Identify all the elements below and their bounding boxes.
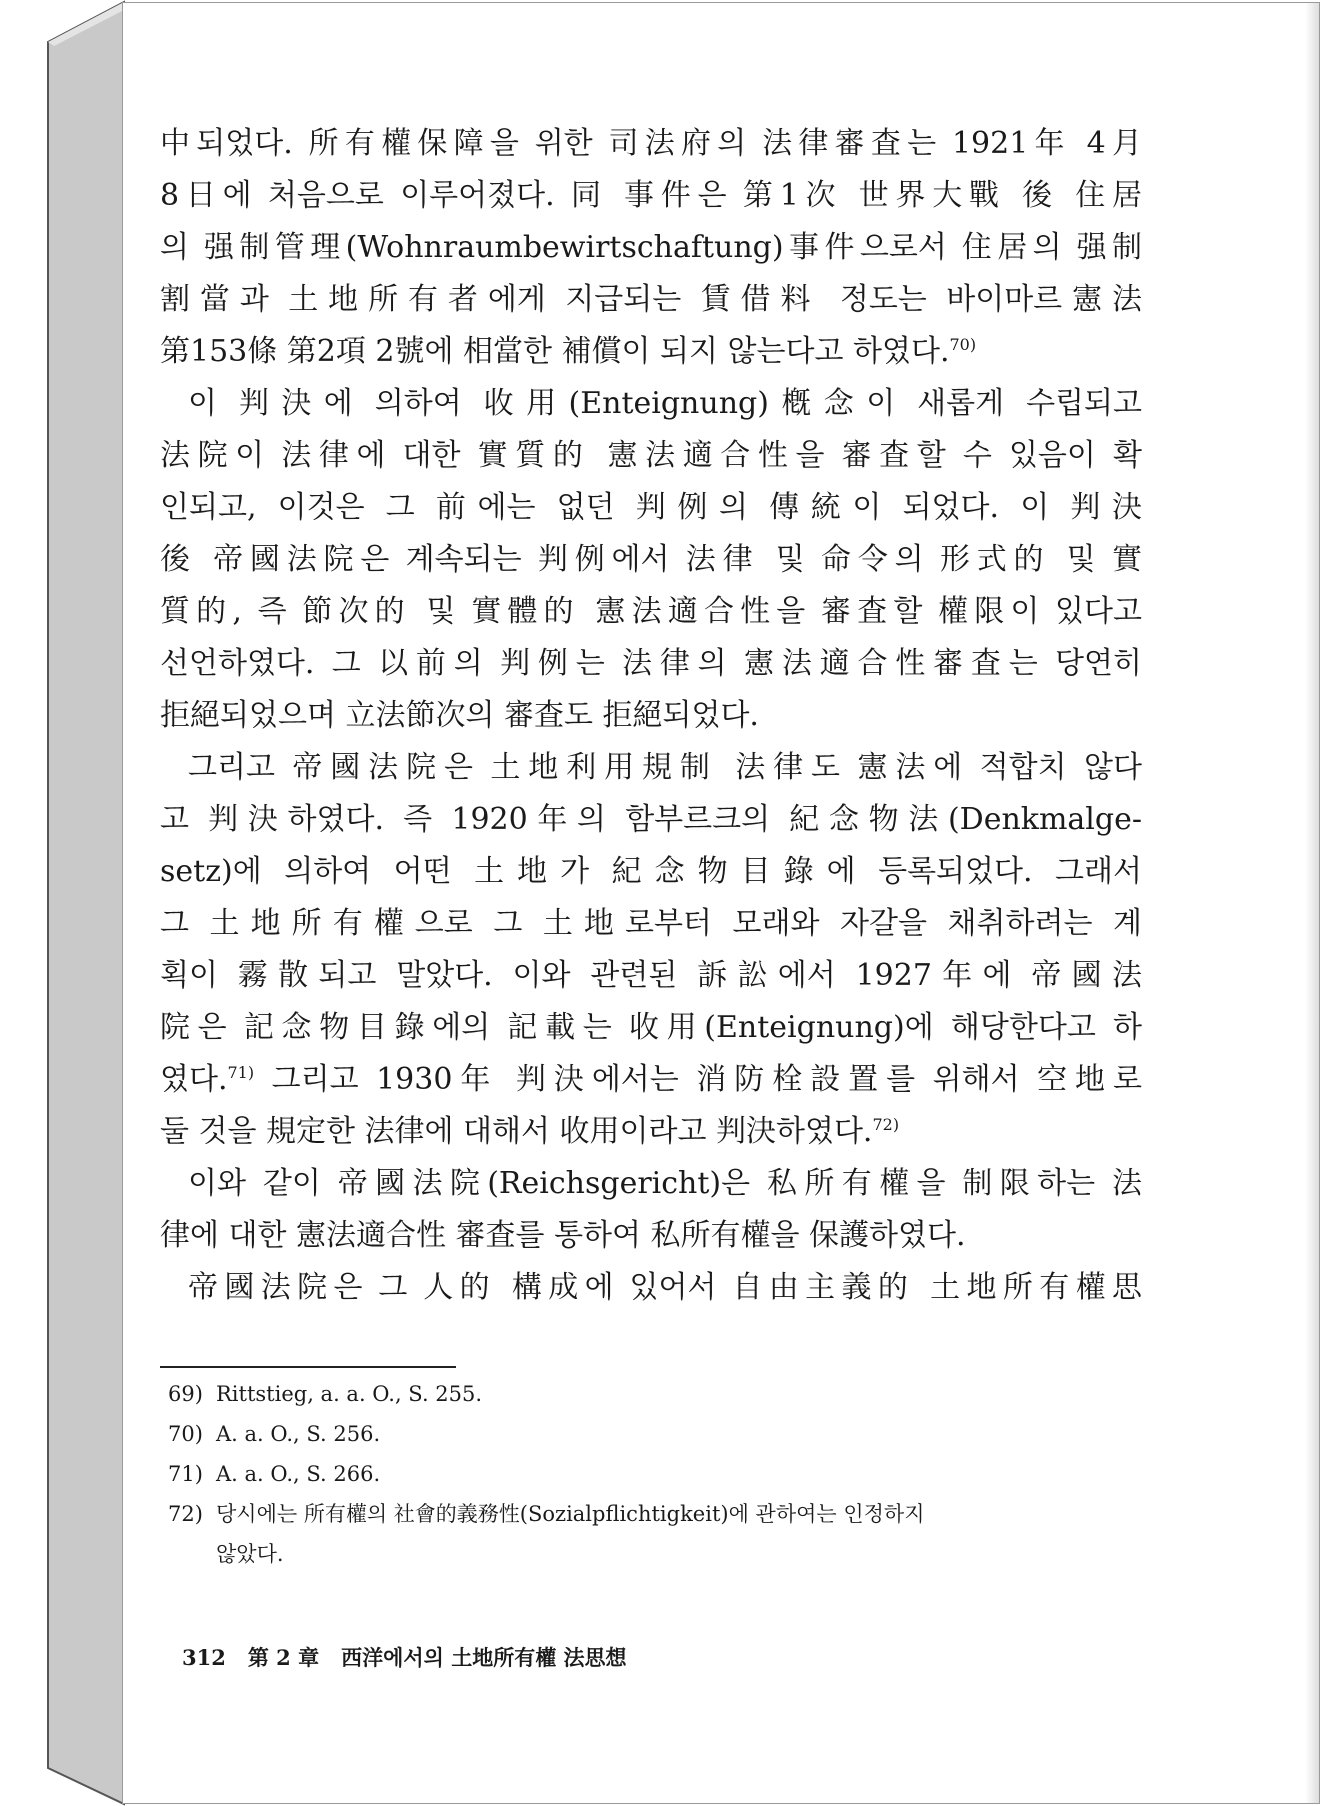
footnote-text: A. a. O., S. 266.: [216, 1462, 381, 1486]
footnote-ref: 70): [949, 335, 977, 354]
body-line: 院은 記念物目錄에의 記載는 收用(Enteignung)에 해당한다고 하: [160, 1010, 1142, 1045]
body-line: 인되고, 이것은 그 前에는 없던 判例의 傳統이 되었다. 이 判決: [160, 490, 1142, 525]
body-line: 그 土地所有權으로 그 土地로부터 모래와 자갈을 채취하려는 계: [160, 906, 1142, 941]
body-line: setz)에 의하여 어떤 土地가 紀念物目錄에 등록되었다. 그래서: [160, 854, 1142, 889]
body-line: 이와 같이 帝國法院(Reichsgericht)은 私所有權을 制限하는 法: [188, 1166, 1142, 1201]
running-footer: [182, 1642, 649, 1672]
body-line: 이 判決에 의하여 收用(Enteignung)槪念이 새롭게 수립되고: [188, 386, 1142, 421]
body-line: 획이 霧散되고 말았다. 이와 관련된 訴訟에서 1927年에 帝國法: [160, 958, 1142, 993]
footnote-item: [168, 1494, 1148, 1574]
body-line: 後 帝國法院은 계속되는 判例에서 法律 및 命令의 形式的 및 實: [160, 542, 1142, 577]
body-text: [160, 118, 1142, 1314]
body-line: 拒絕되었으며 立法節次의 審査도 拒絕되었다.: [160, 698, 759, 733]
footnote-divider: [160, 1366, 456, 1368]
footnote-number: 70): [168, 1422, 203, 1446]
footnote-item: [168, 1454, 1148, 1494]
body-line: 선언하였다. 그 以前의 判例는 法律의 憲法適合性審査는 당연히: [160, 646, 1142, 681]
footnote-text: Rittstieg, a. a. O., S. 255.: [216, 1382, 483, 1406]
body-line: 中되었다. 所有權保障을 위한 司法府의 法律審査는 1921年 4月: [160, 126, 1142, 161]
body-line: 였다.$^{71)}$ 그리고 1930年 判決에서는 消防栓設置를 위해서 空地로: [160, 1062, 1142, 1097]
footnote-ref: 72): [872, 1115, 900, 1134]
footnote-number: 71): [168, 1462, 203, 1486]
body-line: 8日에 처음으로 이루어졌다. 同 事件은 第1次 世界大戰 後 住居: [160, 178, 1142, 213]
footnote-text: A. a. O., S. 256.: [216, 1422, 381, 1446]
body-line: 그리고 帝國法院은 土地利用規制 法律도 憲法에 적합치 않다: [188, 750, 1142, 785]
chapter-title: 西洋에서의 土地所有權 法思想: [341, 1645, 627, 1670]
body-line: 의 强制管理(Wohnraumbewirtschaftung)事件으로서 住居의 强制: [160, 230, 1142, 265]
footnote-number: 69): [168, 1382, 203, 1406]
footnotes: [168, 1374, 1148, 1574]
body-line: 割當과 土地所有者에게 지급되는 賃借料 정도는 바이마르憲法: [160, 282, 1142, 317]
body-line: 律에 대한 憲法適合性 審査를 통하여 私所有權을 保護하였다.: [160, 1218, 966, 1253]
body-line: 둘 것을 規定한 法律에 대해서 收用이라고 判決하였다.$^{72)}$: [160, 1114, 900, 1149]
body-line: 法院이 法律에 대한 實質的 憲法適合性을 審査할 수 있음이 확: [160, 438, 1142, 473]
footnote-number: 72): [168, 1502, 203, 1526]
page-number: 312: [182, 1645, 226, 1670]
body-line: 고 判決하였다. 즉 1920年의 함부르크의 紀念物法(Denkmalge-: [160, 802, 1142, 837]
footnote-item: [168, 1414, 1148, 1454]
footnote-item: [168, 1374, 1148, 1414]
footnote-ref: 71): [227, 1063, 255, 1082]
footnote-text: 당시에는 所有權의 社會的義務性(Sozialpflichtigkeit)에 관하여는 인정하지 않았다.: [216, 1502, 925, 1566]
body-line: 第153條 第2項 2號에 相當한 補償이 되지 않는다고 하였다.$^{70)}$: [160, 334, 977, 369]
chapter-label: 第 2 章: [247, 1645, 320, 1670]
body-line: 帝國法院은 그 人的 構成에 있어서 自由主義的 土地所有權思: [188, 1270, 1142, 1305]
book-spine: [0, 0, 130, 1806]
body-line: 質的, 즉 節次的 및 實體的 憲法適合性을 審査할 權限이 있다고: [160, 594, 1142, 629]
